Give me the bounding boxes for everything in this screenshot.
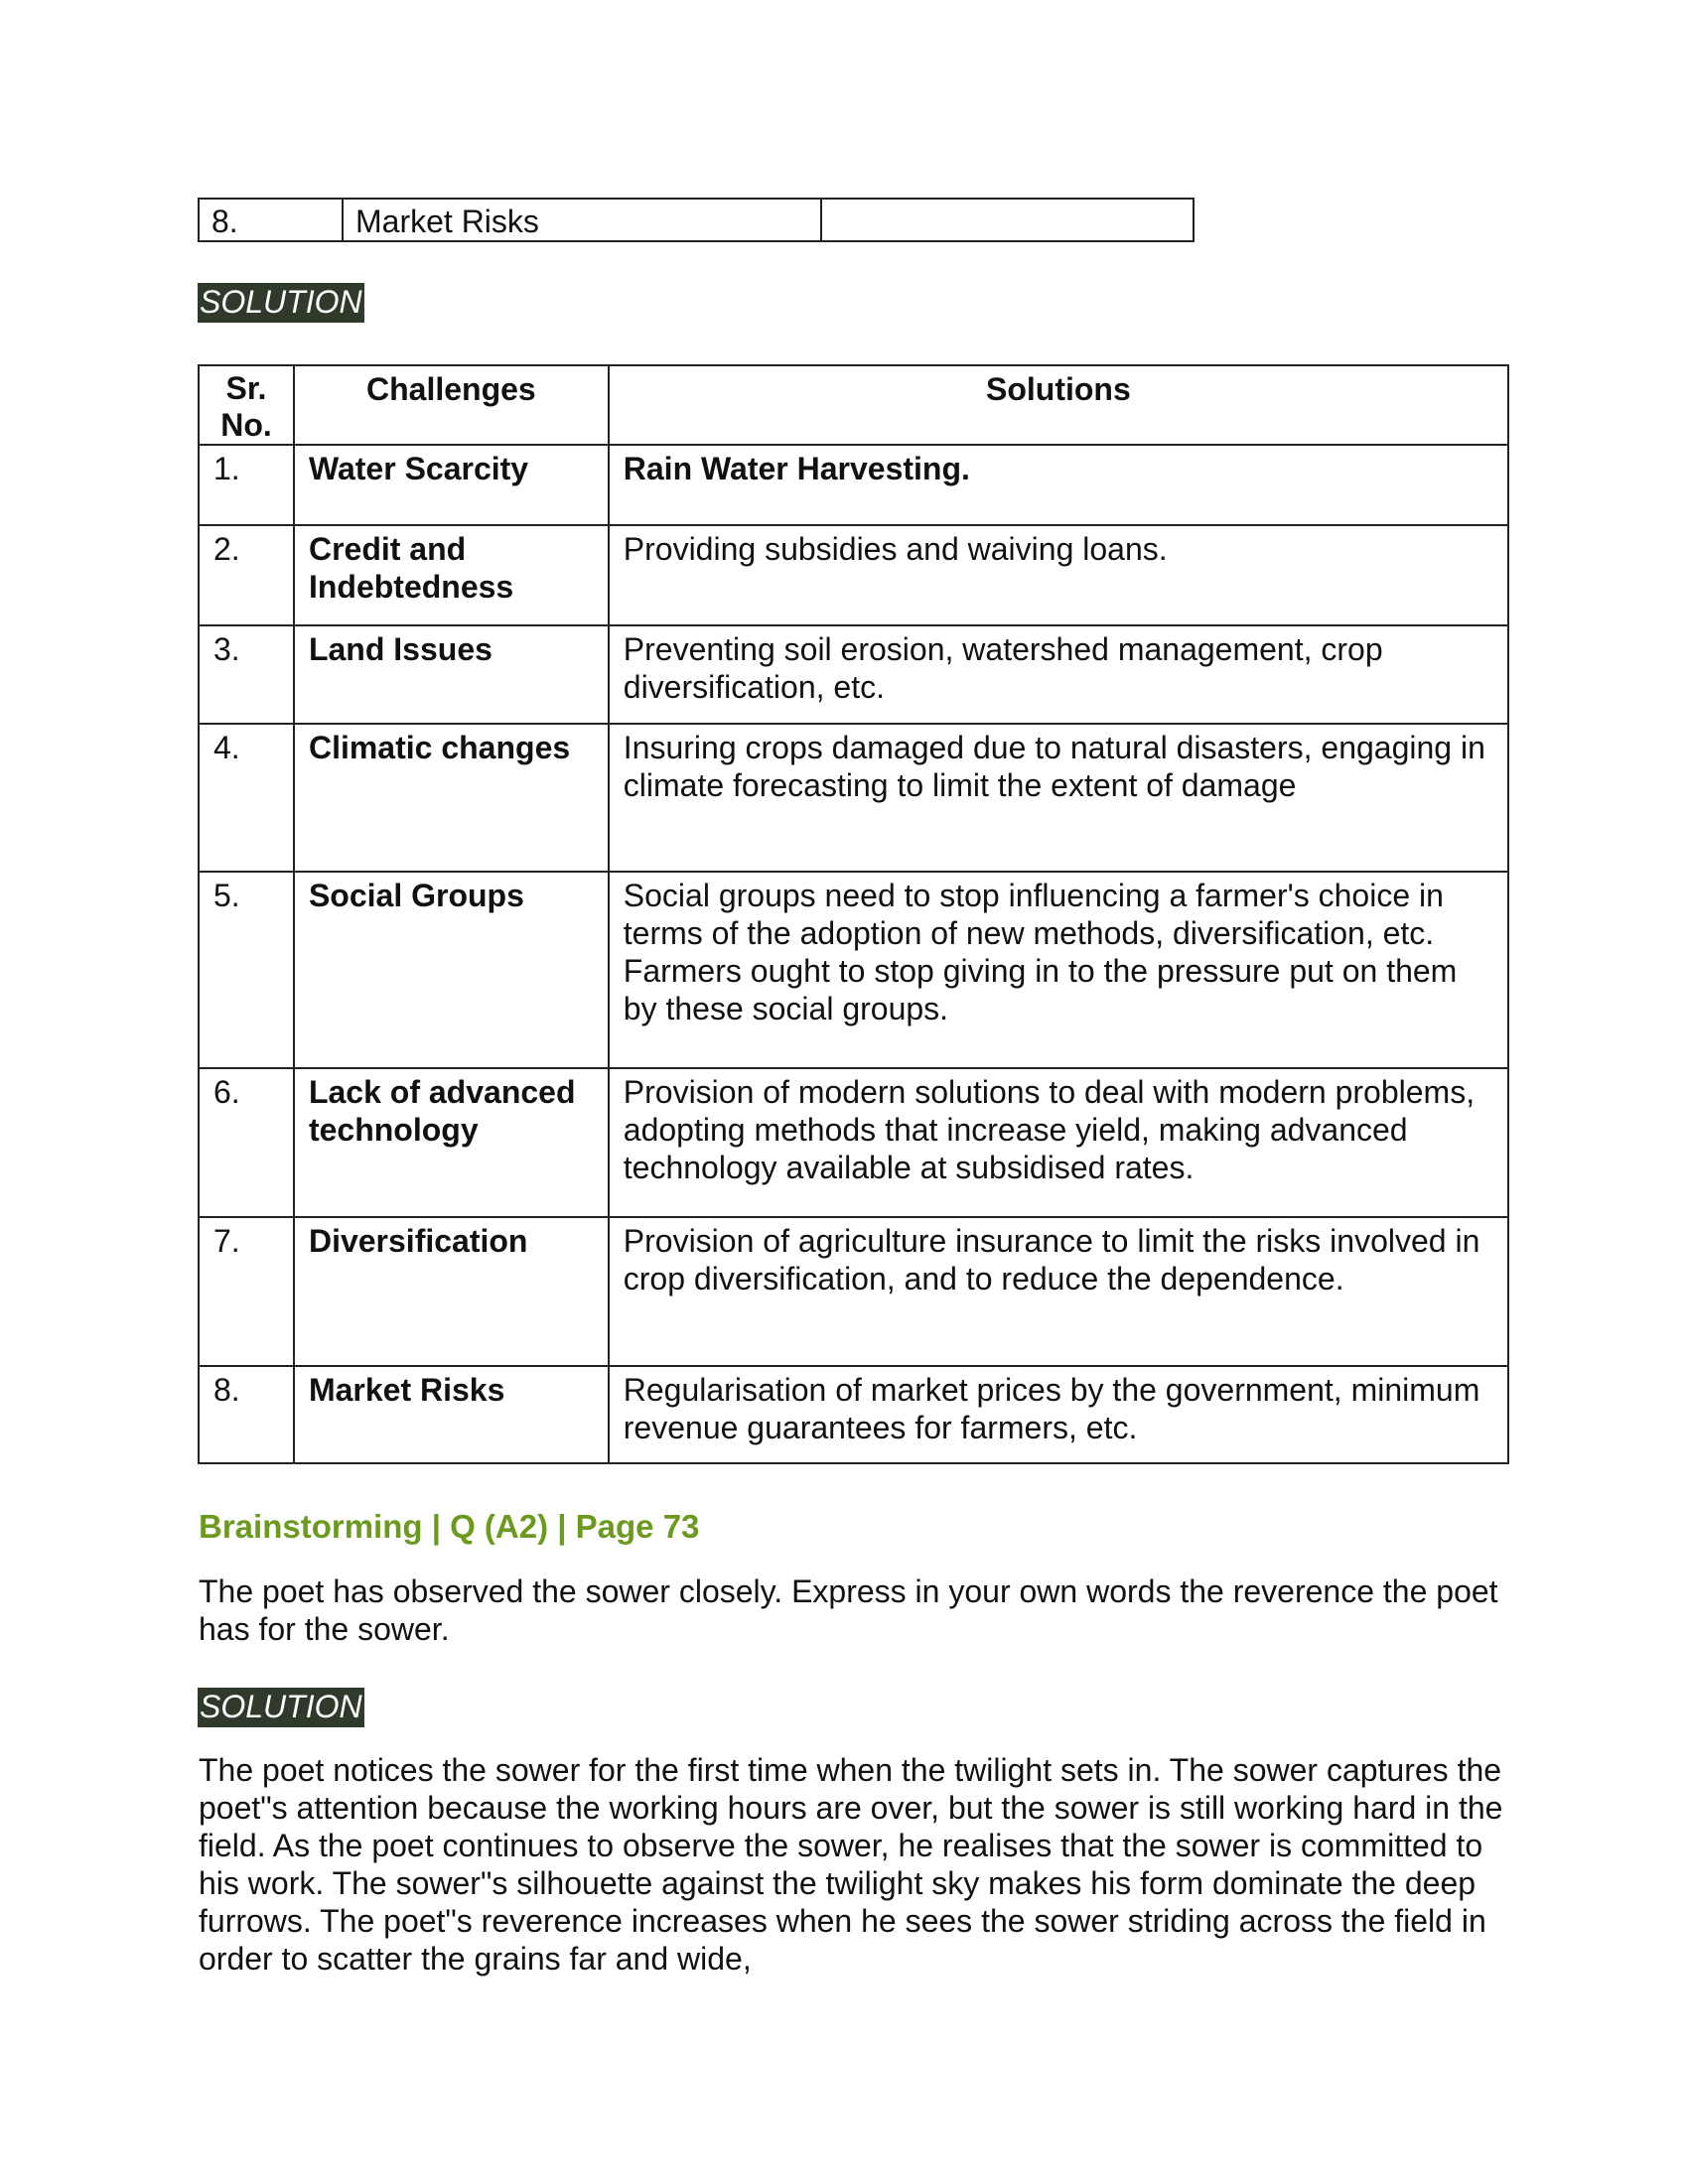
challenges-solutions-table: [198, 364, 1509, 1464]
row-number: 5.: [199, 872, 294, 1068]
row-solution: [822, 200, 1193, 240]
row-number: 8.: [200, 200, 344, 240]
table-row: [199, 525, 1508, 625]
table-row: [199, 872, 1508, 1068]
answer-text: The poet notices the sower for the first time when the twilight sets in. The sower captures the poet"s attention because the working hours are over, but the sower is still working hard in the field. As the poet continues to observe the sower, he realises that the sower is committed to his work. The sower"s silhouette against the twilight sky makes his form dominate the deep furrows. The poet"s reverence increases when he sees the sower striding across the field in order to scatter the grains far and wide,: [199, 1752, 1503, 1977]
question-text: The poet has observed the sower closely. Express in your own words the reverence the poet has for the sower.: [199, 1573, 1498, 1647]
row-number: 2.: [199, 525, 294, 625]
table-row: [199, 1217, 1508, 1366]
previous-table-last-row: [198, 198, 1195, 242]
table-row: [199, 1366, 1508, 1463]
row-solution: Provision of modern solutions to deal with modern problems, adopting methods that increase yield, making advanced technology available at subsidised rates.: [609, 1068, 1508, 1217]
row-solution: Regularisation of market prices by the government, minimum revenue guarantees for farmers, etc.: [609, 1366, 1508, 1463]
row-number: 1.: [199, 445, 294, 525]
table-header-row: [199, 365, 1508, 445]
table-row: [199, 625, 1508, 724]
solution-label-2: SOLUTION: [198, 1688, 364, 1727]
brainstorming-heading: Brainstorming | Q (A2) | Page 73: [199, 1508, 700, 1545]
table-row: [199, 1068, 1508, 1217]
row-solution: Provision of agriculture insurance to limit the risks involved in crop diversification, and to reduce the dependence.: [609, 1217, 1508, 1366]
row-number: 3.: [199, 625, 294, 724]
header-sr-no: Sr. No.: [199, 365, 294, 445]
header-challenges: Challenges: [294, 365, 609, 445]
row-challenge: Land Issues: [294, 625, 609, 724]
row-solution: Social groups need to stop influencing a farmer's choice in terms of the adoption of new methods, diversification, etc. Farmers ought to stop giving in to the pressure put on them by these social groups.: [609, 872, 1508, 1068]
table-row: [199, 445, 1508, 525]
row-challenge: Lack of advanced technology: [294, 1068, 609, 1217]
row-number: 4.: [199, 724, 294, 872]
row-challenge: Market Risks: [294, 1366, 609, 1463]
row-solution: Insuring crops damaged due to natural disasters, engaging in climate forecasting to limit the extent of damage: [609, 724, 1508, 872]
row-number: 6.: [199, 1068, 294, 1217]
row-challenge: Market Risks: [344, 200, 822, 240]
row-number: 7.: [199, 1217, 294, 1366]
row-solution: Providing subsidies and waiving loans.: [609, 525, 1508, 625]
row-solution: Rain Water Harvesting.: [609, 445, 1508, 525]
row-solution: Preventing soil erosion, watershed management, crop diversification, etc.: [609, 625, 1508, 724]
row-challenge: Credit and Indebtedness: [294, 525, 609, 625]
row-challenge: Diversification: [294, 1217, 609, 1366]
header-solutions: Solutions: [609, 365, 1508, 445]
row-challenge: Water Scarcity: [294, 445, 609, 525]
solution-label: SOLUTION: [198, 283, 364, 323]
row-challenge: Social Groups: [294, 872, 609, 1068]
table-row: [199, 724, 1508, 872]
row-challenge: Climatic changes: [294, 724, 609, 872]
row-number: 8.: [199, 1366, 294, 1463]
